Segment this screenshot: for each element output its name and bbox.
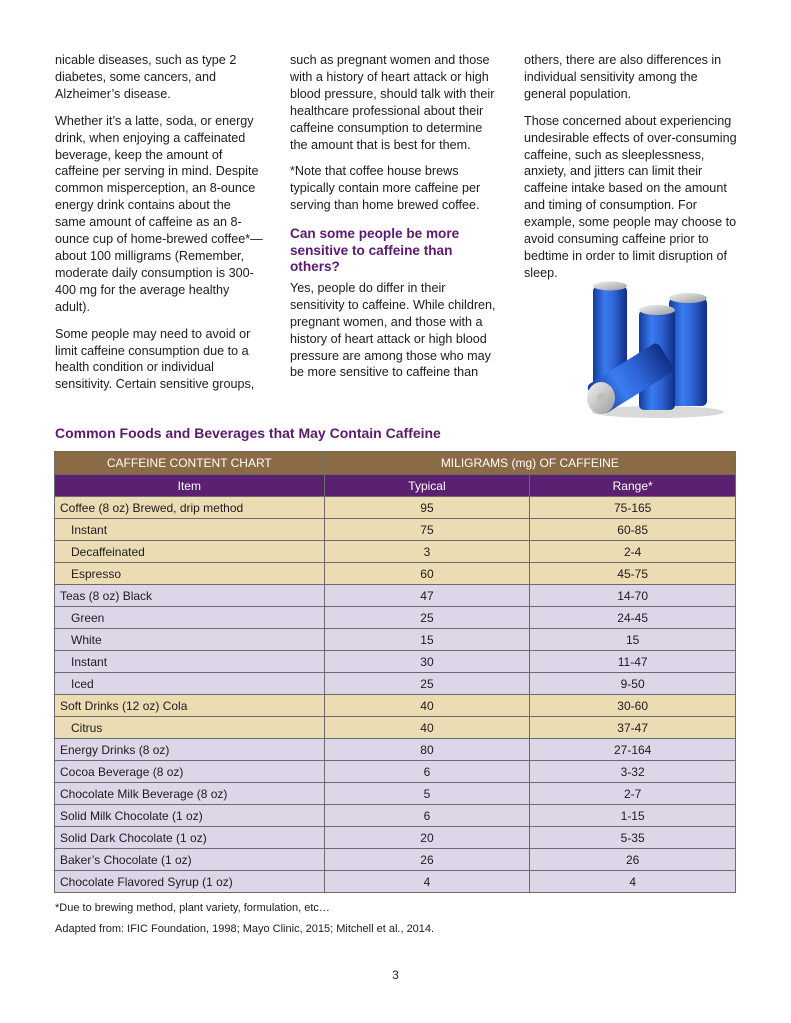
table-row xyxy=(55,497,736,519)
item-cell: Teas (8 oz) Black xyxy=(55,585,325,607)
page-number: 3 xyxy=(392,968,399,982)
table-row xyxy=(55,629,736,651)
range-cell: 2-4 xyxy=(530,541,736,563)
column-header-row xyxy=(55,475,736,497)
table-row xyxy=(55,695,736,717)
range-cell: 45-75 xyxy=(530,563,736,585)
range-cell: 27-164 xyxy=(530,739,736,761)
table-row xyxy=(55,585,736,607)
item-cell: Cocoa Beverage (8 oz) xyxy=(55,761,325,783)
paragraph: nicable diseases, such as type 2 diabetes, some cancers, and Alzheimer’s disease. xyxy=(55,53,237,101)
table-row xyxy=(55,717,736,739)
range-cell: 9-50 xyxy=(530,673,736,695)
item-cell: Energy Drinks (8 oz) xyxy=(55,739,325,761)
column-header-item: Item xyxy=(55,475,325,497)
table-row xyxy=(55,607,736,629)
typical-cell: 40 xyxy=(324,717,530,739)
typical-cell: 15 xyxy=(324,629,530,651)
text-column-2 xyxy=(290,52,502,391)
typical-cell: 25 xyxy=(324,607,530,629)
column-header-typical: Typical xyxy=(324,475,530,497)
text-column-1 xyxy=(55,52,265,403)
table-row xyxy=(55,761,736,783)
note-paragraph: *Note that coffee house brews typically contain more caffeine per serving than home brewed coffee. xyxy=(290,164,481,213)
item-cell: Instant xyxy=(55,519,325,541)
typical-cell: 95 xyxy=(324,497,530,519)
item-cell: Citrus xyxy=(55,717,325,739)
typical-cell: 6 xyxy=(324,805,530,827)
typical-cell: 6 xyxy=(324,761,530,783)
table-row xyxy=(55,871,736,893)
range-cell: 4 xyxy=(530,871,736,893)
typical-cell: 60 xyxy=(324,563,530,585)
item-cell: Soft Drinks (12 oz) Cola xyxy=(55,695,325,717)
typical-cell: 26 xyxy=(324,849,530,871)
item-cell: Decaffeinated xyxy=(55,541,325,563)
range-cell: 60-85 xyxy=(530,519,736,541)
typical-cell: 75 xyxy=(324,519,530,541)
table-row xyxy=(55,827,736,849)
range-cell: 11-47 xyxy=(530,651,736,673)
table-title: Common Foods and Beverages that May Contain Caffeine xyxy=(55,425,441,441)
range-cell: 24-45 xyxy=(530,607,736,629)
typical-cell: 25 xyxy=(324,673,530,695)
table-row xyxy=(55,783,736,805)
table-row xyxy=(55,805,736,827)
typical-cell: 20 xyxy=(324,827,530,849)
range-cell: 30-60 xyxy=(530,695,736,717)
range-cell: 1-15 xyxy=(530,805,736,827)
section-heading: Can some people be more sensitive to caffeine than others? xyxy=(290,226,460,275)
group-header-row xyxy=(55,452,736,475)
text-column-3 xyxy=(524,52,739,292)
range-cell: 2-7 xyxy=(530,783,736,805)
column-header-range: Range* xyxy=(530,475,736,497)
typical-cell: 47 xyxy=(324,585,530,607)
typical-cell: 40 xyxy=(324,695,530,717)
paragraph: others, there are also differences in individual sensitivity among the general population. xyxy=(524,53,722,101)
table-row xyxy=(55,849,736,871)
range-cell: 5-35 xyxy=(530,827,736,849)
range-cell: 75-165 xyxy=(530,497,736,519)
table-row xyxy=(55,541,736,563)
item-cell: Solid Milk Chocolate (1 oz) xyxy=(55,805,325,827)
item-cell: Solid Dark Chocolate (1 oz) xyxy=(55,827,325,849)
footnote: *Due to brewing method, plant variety, formulation, etc… xyxy=(55,902,330,914)
typical-cell: 4 xyxy=(324,871,530,893)
table-row xyxy=(55,651,736,673)
group-header-chart: CAFFEINE CONTENT CHART xyxy=(55,452,325,475)
item-cell: Iced xyxy=(55,673,325,695)
paragraph: Yes, people do differ in their sensitivity to caffeine. While children, pregnant women, and those with a history of heart attack or high blood pressure are among those who may be more sensitive to caffeine than xyxy=(290,280,496,380)
item-cell: Green xyxy=(55,607,325,629)
table-row xyxy=(55,563,736,585)
table-row xyxy=(55,739,736,761)
item-cell: Instant xyxy=(55,651,325,673)
table-row xyxy=(55,519,736,541)
item-cell: Chocolate Flavored Syrup (1 oz) xyxy=(55,871,325,893)
typical-cell: 80 xyxy=(324,739,530,761)
paragraph: Those concerned about experiencing undesirable effects of over-consuming caffeine, such as sleeplessness, anxiety, and jitters can limit their caffeine intake based on the amount and timing of consumption. For example, some people may choose to avoid consuming caffeine prior to bedtime in order to limit disruption of sleep. xyxy=(524,113,737,280)
table-row xyxy=(55,673,736,695)
paragraph: such as pregnant women and those with a history of heart attack or high blood pressure, should talk with their healthcare professional about their caffeine consumption to determine the amount that is best for them. xyxy=(290,53,495,152)
range-cell: 15 xyxy=(530,629,736,651)
item-cell: Coffee (8 oz) Brewed, drip method xyxy=(55,497,325,519)
item-cell: White xyxy=(55,629,325,651)
item-cell: Baker’s Chocolate (1 oz) xyxy=(55,849,325,871)
range-cell: 14-70 xyxy=(530,585,736,607)
typical-cell: 30 xyxy=(324,651,530,673)
typical-cell: 3 xyxy=(324,541,530,563)
group-header-milligrams: MILIGRAMS (mg) OF CAFFEINE xyxy=(324,452,735,475)
range-cell: 37-47 xyxy=(530,717,736,739)
item-cell: Espresso xyxy=(55,563,325,585)
paragraph: Some people may need to avoid or limit caffeine consumption due to a health condition or individual sensitivity. Certain sensitive groups, xyxy=(55,326,255,392)
range-cell: 26 xyxy=(530,849,736,871)
range-cell: 3-32 xyxy=(530,761,736,783)
caffeine-content-table xyxy=(54,451,736,893)
source-citation: Adapted from: IFIC Foundation, 1998; Mayo Clinic, 2015; Mitchell et al., 2014. xyxy=(55,923,435,935)
energy-drink-cans-icon xyxy=(583,280,733,420)
typical-cell: 5 xyxy=(324,783,530,805)
item-cell: Chocolate Milk Beverage (8 oz) xyxy=(55,783,325,805)
paragraph: Whether it’s a latte, soda, or energy drink, when enjoying a caffeinated beverage, keep the amount of caffeine per serving in mind. Despite common misperception, an 8-ounce energy drink contains about the same amount of caffeine as an 8-ounce cup of home-brewed coffee*—about 100 milligrams (Remember, moderate daily consumption is 300-400 mg for the average healthy adult). xyxy=(55,113,263,314)
